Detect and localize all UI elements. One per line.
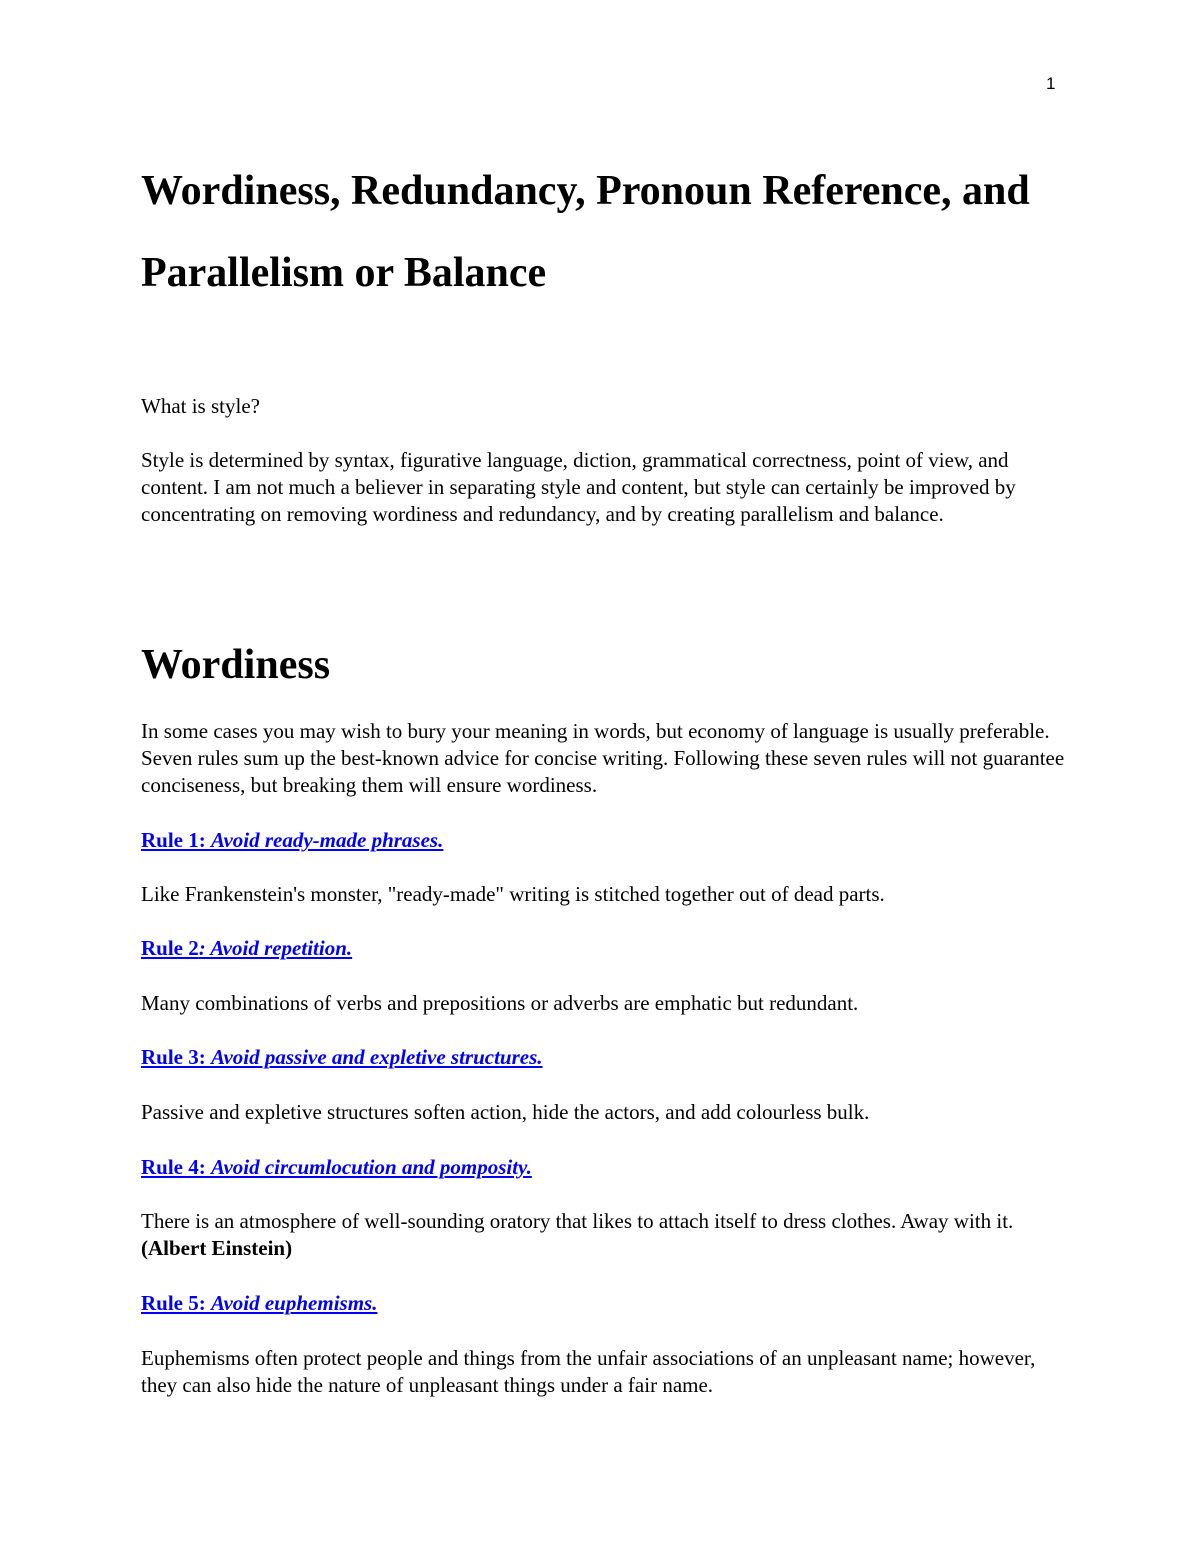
rule-2-label: Rule 2: [141, 936, 199, 960]
rule-4-description: [141, 1208, 1071, 1262]
rule-3-description: Passive and expletive structures soften action, hide the actors, and add colourless bulk.: [141, 1100, 870, 1124]
rule-4-text: Avoid circumlocution and pomposity.: [211, 1155, 532, 1179]
rule-4-link[interactable]: [141, 1154, 532, 1181]
rule-5-link[interactable]: [141, 1290, 377, 1317]
rule-5-description: Euphemisms often protect people and things from the unfair associations of an unpleasant name; however, they can also hide the nature of unpleasant things under a fair name.: [141, 1346, 1036, 1397]
question-text: What is style?: [141, 394, 260, 418]
rule-3-label: Rule 3:: [141, 1045, 211, 1069]
rule-1-label: Rule 1:: [141, 828, 211, 852]
rule-2-text: : Avoid repetition.: [198, 936, 353, 960]
rule-3-link[interactable]: [141, 1044, 543, 1071]
rule-4-label: Rule 4:: [141, 1155, 211, 1179]
rule-1-text: Avoid ready-made phrases.: [211, 828, 444, 852]
rule-4-description-text: There is an atmosphere of well-sounding oratory that likes to attach itself to dress clothes. Away with it.: [141, 1209, 1014, 1233]
page-number: 1: [1046, 74, 1056, 93]
rule-2-description: Many combinations of verbs and prepositions or adverbs are emphatic but redundant.: [141, 991, 859, 1015]
document-title: Wordiness, Redundancy, Pronoun Reference, and Parallelism or Balance: [141, 168, 1030, 296]
section-heading-wordiness: Wordiness: [141, 642, 331, 688]
rule-5-label: Rule 5:: [141, 1291, 211, 1315]
wordiness-intro-paragraph: In some cases you may wish to bury your meaning in words, but economy of language is usually preferable. Seven rules sum up the best-known advice for concise writing. Following these seven rules will not guarantee conciseness, but breaking them will ensure wordiness.: [141, 719, 1065, 797]
rule-2-link[interactable]: [141, 935, 352, 962]
rule-5-text: Avoid euphemisms.: [211, 1291, 378, 1315]
intro-paragraph: Style is determined by syntax, figurative language, diction, grammatical correctness, point of view, and content. I am not much a believer in separating style and content, but style can certainly be improved by concentrating on removing wordiness and redundancy, and by creating parallelism and balance.: [141, 448, 1016, 526]
rule-1-description: Like Frankenstein's monster, "ready-made" writing is stitched together out of dead parts.: [141, 882, 885, 906]
rule-1-link[interactable]: [141, 827, 443, 854]
rule-4-attribution: (Albert Einstein): [141, 1236, 293, 1260]
rule-3-text: Avoid passive and expletive structures.: [211, 1045, 543, 1069]
